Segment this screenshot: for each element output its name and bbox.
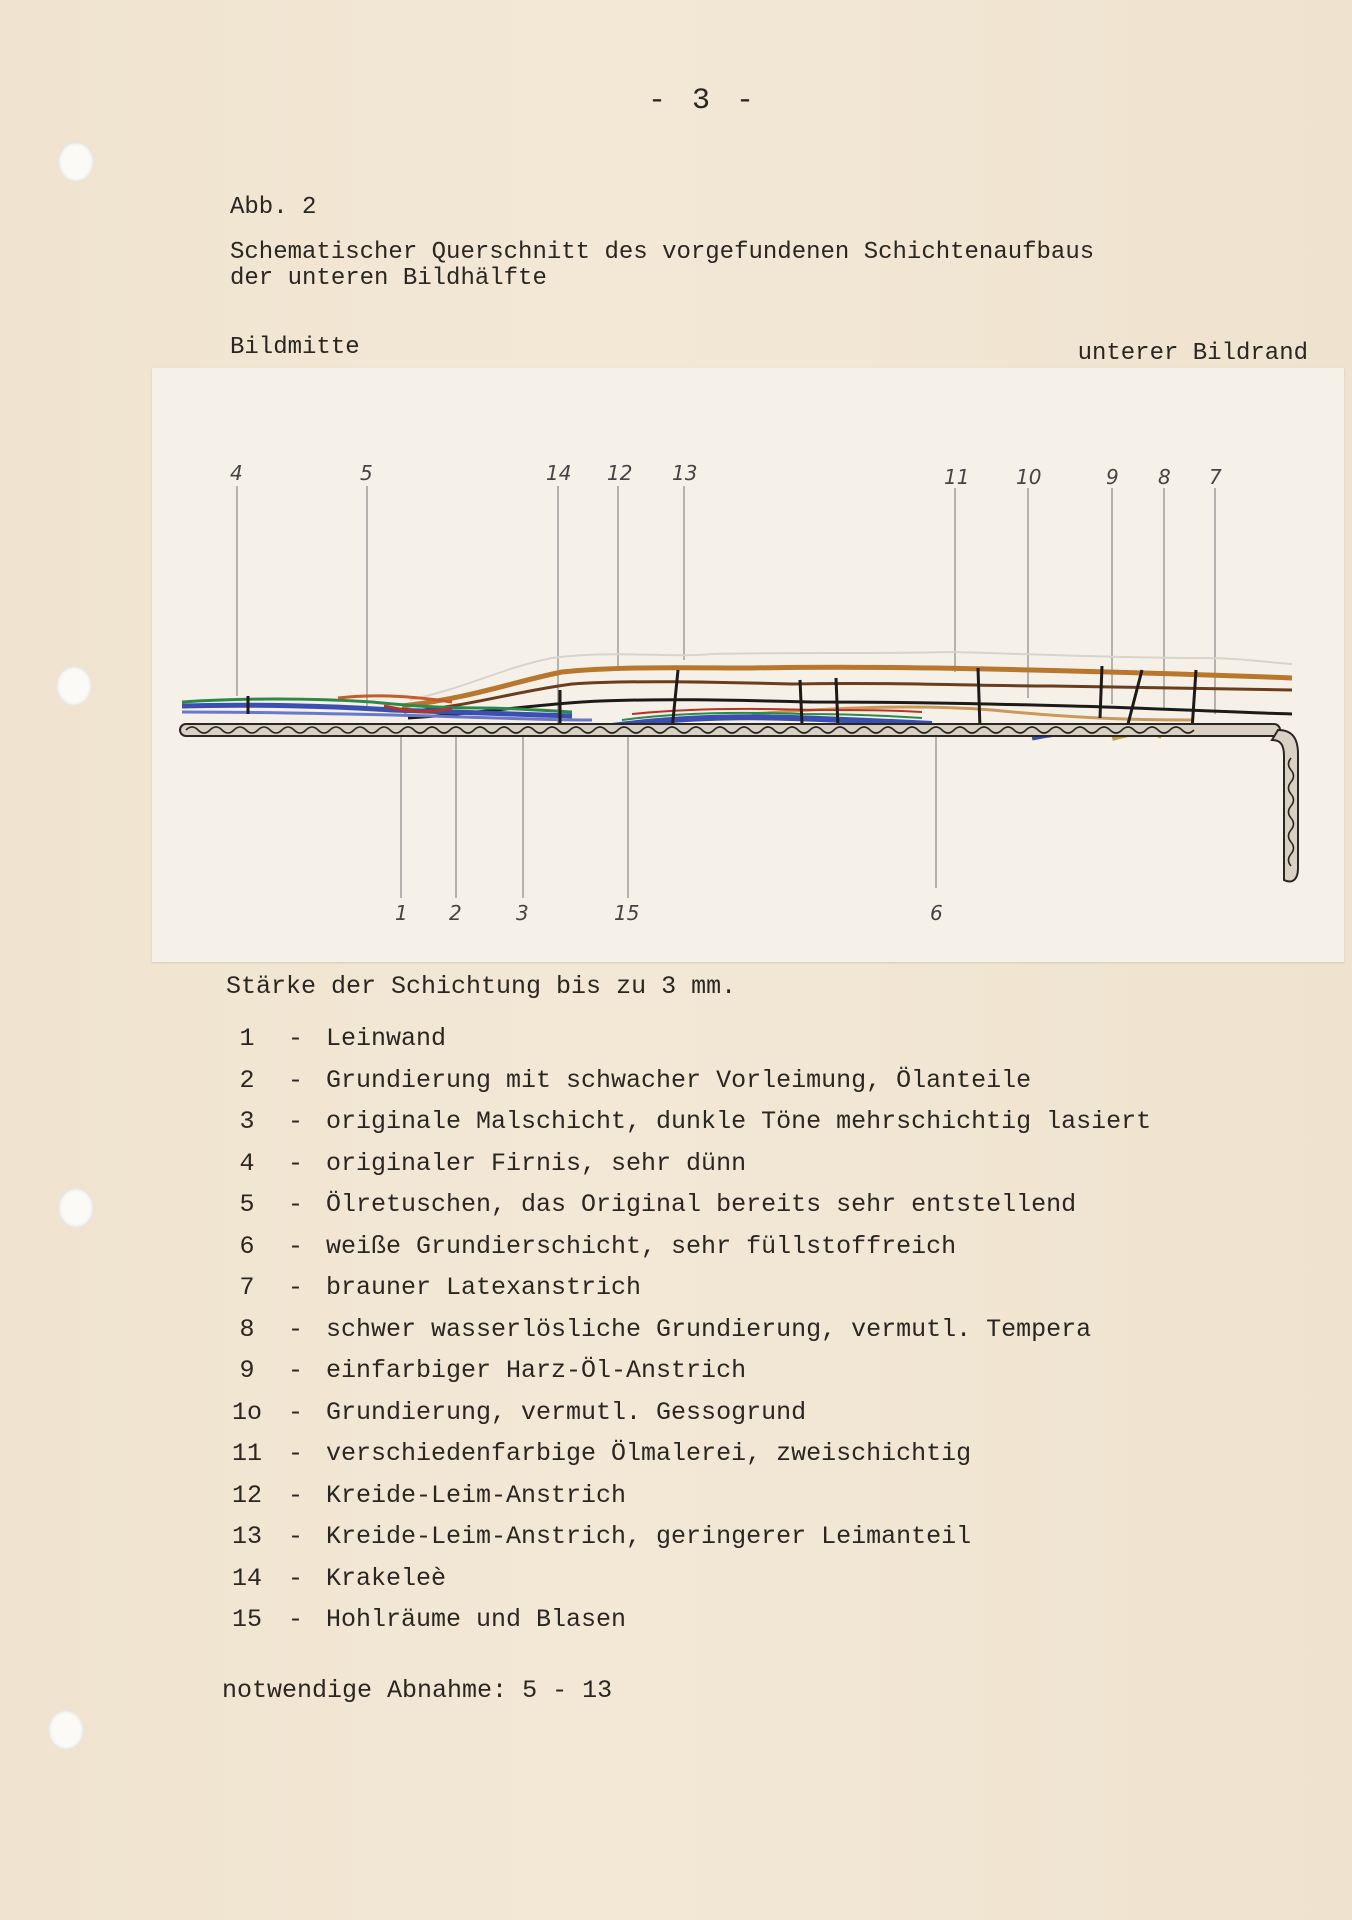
callout-number: 3 — [516, 901, 529, 925]
legend-item — [222, 1356, 1342, 1398]
removal-note — [222, 1676, 612, 1705]
cross-section-figure — [152, 368, 1344, 962]
callout-number: 6 — [930, 901, 943, 925]
legend-dash: - — [288, 1190, 304, 1219]
legend-dash: - — [288, 1563, 304, 1593]
legend-number: 1o — [231, 1397, 262, 1427]
callout-number: 7 — [1209, 465, 1222, 489]
legend-text: originaler Firnis, sehr dünn — [326, 1148, 747, 1178]
legend-dash: - — [288, 1314, 304, 1344]
legend-dash: - — [288, 1148, 304, 1178]
legend-dash: - — [288, 1397, 304, 1427]
legend-item — [222, 1024, 1342, 1066]
legend-text: schwer wasserlösliche Grundierung, vermutl. Tempera — [326, 1314, 1092, 1344]
cross-section-diagram — [152, 368, 1344, 962]
legend-text: einfarbiger Harz-Öl-Anstrich — [326, 1356, 747, 1385]
callout-number: 1 — [395, 901, 408, 925]
thickness-note: Stärke der Schichtung bis zu 3 mm. — [226, 972, 737, 1001]
legend-text: Grundierung, vermutl. Gessogrund — [326, 1397, 807, 1427]
legend-text: Kreide-Leim-Anstrich, geringerer Leimanteil — [326, 1522, 972, 1551]
legend-dash: - — [288, 1024, 304, 1053]
legend-number: 14 — [231, 1563, 262, 1593]
legend-number: 9 — [239, 1356, 255, 1385]
legend-number: 13 — [231, 1522, 262, 1551]
legend-text: Hohlräume und Blasen — [326, 1605, 627, 1634]
legend-item — [222, 1564, 1342, 1606]
legend-number: 3 — [239, 1107, 255, 1136]
legend-dash: - — [288, 1522, 304, 1551]
callout-number: 14 — [546, 461, 572, 485]
legend-number: 7 — [239, 1273, 255, 1302]
legend-item — [222, 1522, 1342, 1564]
callout-number: 4 — [230, 461, 243, 485]
legend-number: 4 — [239, 1148, 255, 1178]
callout-number: 13 — [672, 461, 698, 485]
legend-dash: - — [288, 1439, 304, 1468]
callout-number: 12 — [607, 461, 633, 485]
legend-dash: - — [288, 1480, 304, 1510]
legend-item — [222, 1232, 1342, 1274]
legend-number: 11 — [231, 1439, 262, 1468]
legend-number: 1 — [239, 1024, 255, 1053]
legend-dash: - — [288, 1356, 304, 1385]
legend-number: 2 — [239, 1065, 255, 1095]
legend-dash: - — [288, 1065, 304, 1095]
legend-item — [222, 1439, 1342, 1481]
legend-item — [222, 1315, 1342, 1357]
caption-line: der unteren Bildhälfte — [230, 265, 547, 292]
callout-number: 2 — [449, 901, 462, 925]
legend-text: Ölretuschen, das Original bereits sehr entstellend — [326, 1190, 1077, 1219]
punch-hole — [56, 666, 92, 706]
left-side-label: Bildmitte — [230, 334, 360, 361]
legend-text: brauner Latexanstrich — [326, 1273, 642, 1302]
legend-dash: - — [288, 1107, 304, 1136]
legend-number: 5 — [239, 1190, 255, 1219]
legend-item — [222, 1398, 1342, 1440]
callout-number: 5 — [360, 461, 373, 485]
legend-item — [222, 1605, 1342, 1647]
callout-number: 8 — [1158, 465, 1171, 489]
caption-line: Schematischer Querschnitt des vorgefundenen Schichtenaufbaus — [230, 239, 1095, 266]
legend-dash: - — [288, 1273, 304, 1302]
legend-item — [222, 1273, 1342, 1315]
legend-text: verschiedenfarbige Ölmalerei, zweischichtig — [326, 1439, 972, 1468]
callout-number: 11 — [944, 465, 970, 489]
legend-text: Kreide-Leim-Anstrich — [326, 1480, 627, 1510]
legend-text: Krakeleè — [326, 1563, 447, 1593]
legend-item — [222, 1149, 1342, 1191]
legend-item — [222, 1066, 1342, 1108]
removal-label: notwendige Abnahme: — [222, 1676, 508, 1705]
callout-number: 10 — [1016, 465, 1042, 489]
legend-number: 6 — [239, 1231, 255, 1261]
legend-text: originale Malschicht, dunkle Töne mehrschichtig lasiert — [326, 1107, 1152, 1136]
figure-caption — [230, 240, 1280, 292]
legend-number: 8 — [239, 1314, 255, 1344]
figure-label: Abb. 2 — [230, 194, 317, 221]
punch-hole — [48, 1710, 84, 1750]
legend-text: Leinwand — [326, 1024, 447, 1053]
legend-item — [222, 1190, 1342, 1232]
legend-item — [222, 1481, 1342, 1523]
legend-number: 15 — [231, 1605, 262, 1634]
removal-value: 5 - 13 — [522, 1676, 613, 1705]
layer-legend — [222, 1024, 1342, 1647]
punch-hole — [58, 1188, 94, 1228]
legend-dash: - — [288, 1231, 304, 1261]
callout-number: 9 — [1106, 465, 1119, 489]
callout-number: 15 — [614, 901, 640, 925]
right-side-label: unterer Bildrand — [1077, 340, 1308, 367]
legend-dash: - — [288, 1605, 304, 1634]
legend-number: 12 — [231, 1480, 262, 1510]
legend-item — [222, 1107, 1342, 1149]
legend-text: weiße Grundierschicht, sehr füllstoffreich — [326, 1231, 957, 1261]
page-number: - 3 - — [648, 84, 759, 118]
punch-hole — [58, 142, 94, 182]
legend-text: Grundierung mit schwacher Vorleimung, Ölanteile — [326, 1065, 1032, 1095]
